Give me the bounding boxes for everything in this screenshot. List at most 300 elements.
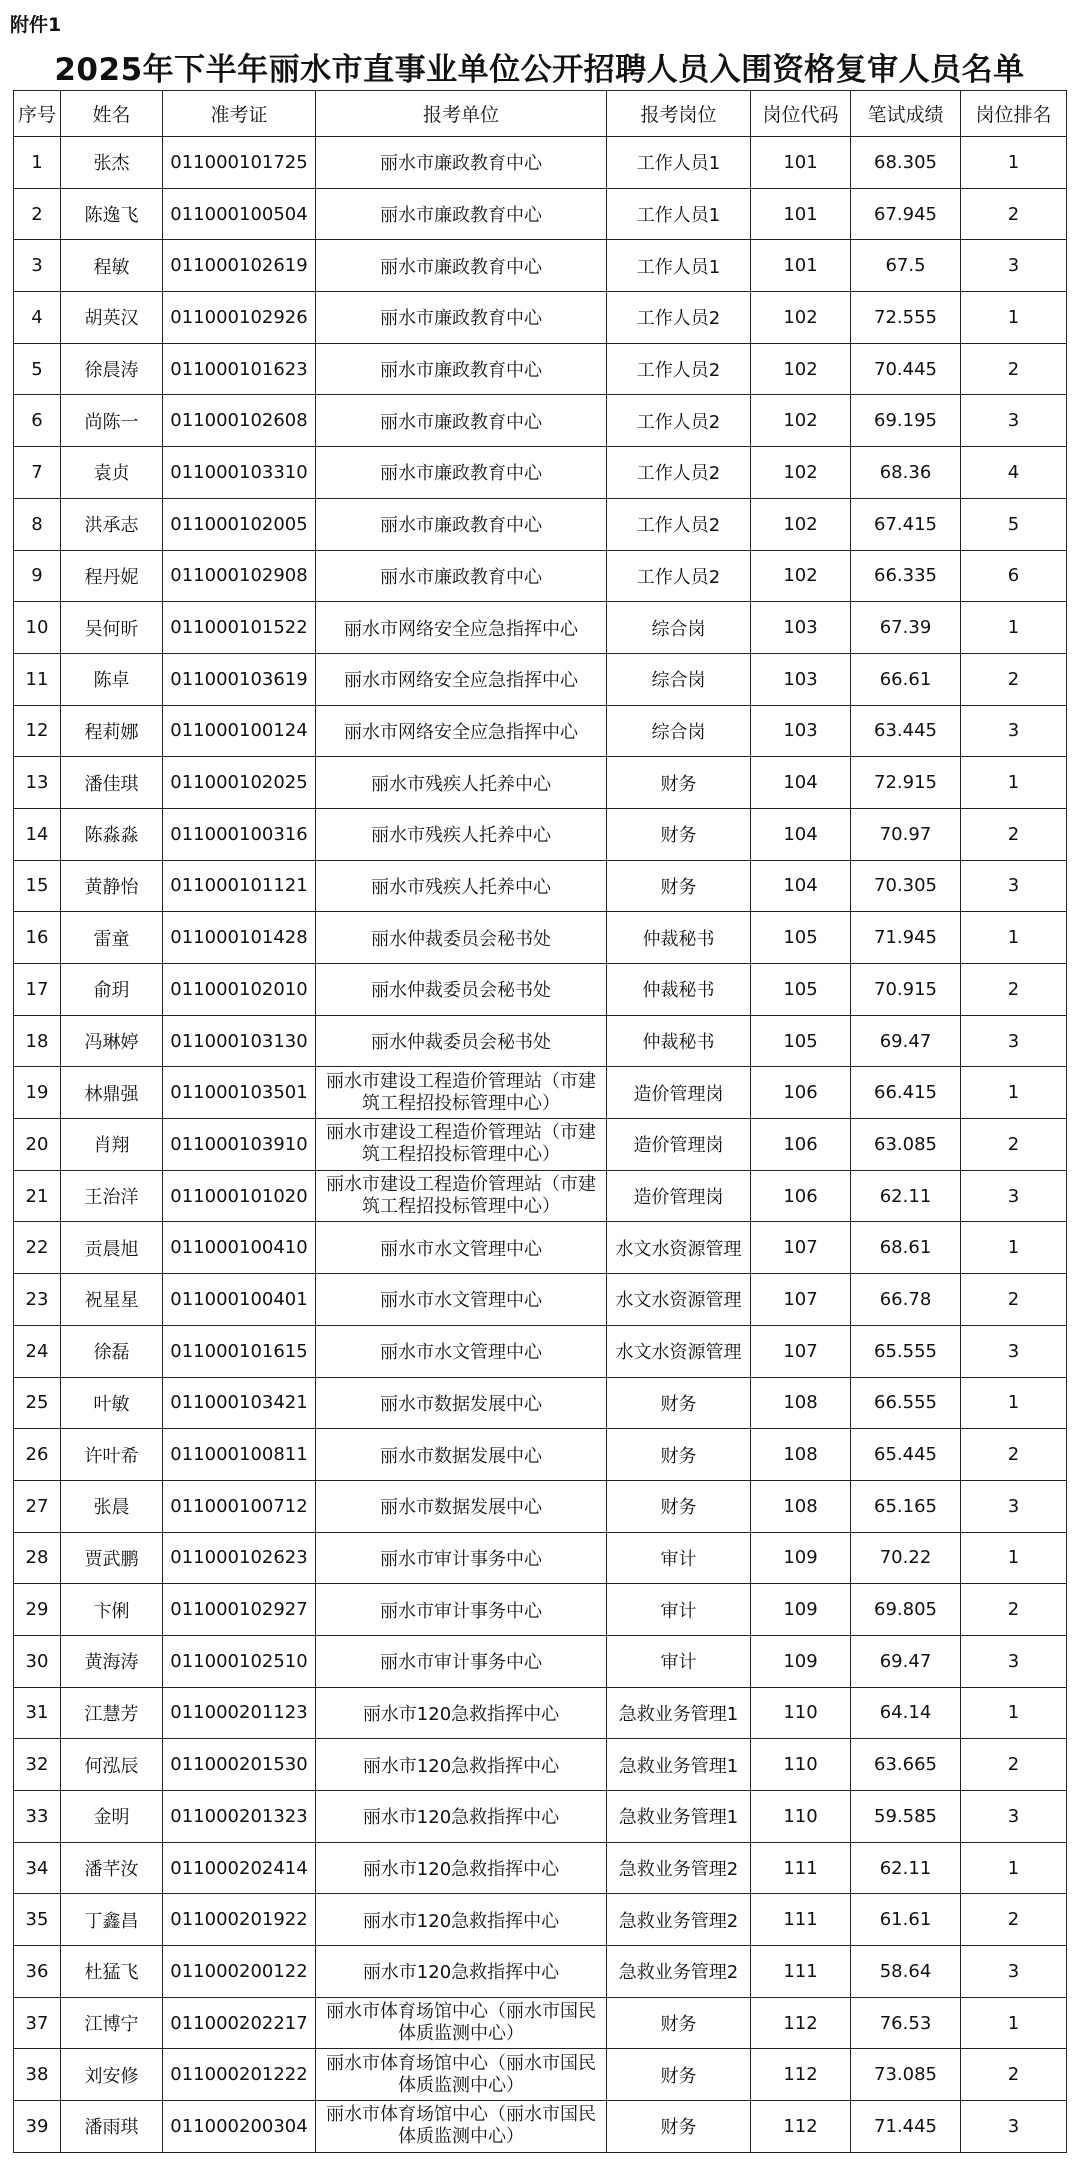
cell-name: 尚陈一 [61, 395, 163, 447]
cell-name: 潘雨琪 [61, 2101, 163, 2153]
cell-index: 20 [14, 1119, 61, 1171]
cell-name: 徐磊 [61, 1325, 163, 1377]
cell-score: 69.195 [851, 395, 961, 447]
cell-name: 胡英汉 [61, 292, 163, 344]
cell-position: 财务 [607, 757, 751, 809]
cell-rank: 1 [961, 1687, 1067, 1739]
cell-score: 63.085 [851, 1119, 961, 1171]
cell-position-code: 104 [751, 757, 851, 809]
cell-rank: 2 [961, 1429, 1067, 1481]
cell-exam-id: 011000100712 [163, 1480, 316, 1532]
table-row [14, 1739, 1067, 1791]
cell-position: 工作人员1 [607, 240, 751, 292]
cell-exam-id: 011000101623 [163, 343, 316, 395]
table-row [14, 447, 1067, 499]
cell-rank: 3 [961, 1170, 1067, 1222]
cell-position-code: 112 [751, 2049, 851, 2101]
cell-position: 造价管理岗 [607, 1170, 751, 1222]
cell-index: 39 [14, 2101, 61, 2153]
cell-name: 王治洋 [61, 1170, 163, 1222]
cell-index: 6 [14, 395, 61, 447]
cell-score: 69.47 [851, 1635, 961, 1687]
table-row [14, 1894, 1067, 1946]
cell-position-code: 107 [751, 1325, 851, 1377]
cell-name: 张杰 [61, 137, 163, 189]
cell-exam-id: 011000101615 [163, 1325, 316, 1377]
cell-position: 工作人员2 [607, 447, 751, 499]
cell-index: 31 [14, 1687, 61, 1739]
cell-rank: 1 [961, 602, 1067, 654]
cell-position: 工作人员2 [607, 343, 751, 395]
cell-name: 丁鑫昌 [61, 1894, 163, 1946]
table-row [14, 498, 1067, 550]
table-row [14, 1119, 1067, 1171]
cell-position: 财务 [607, 2101, 751, 2153]
cell-position: 工作人员1 [607, 137, 751, 189]
page-title: 2025年下半年丽水市直事业单位公开招聘人员入围资格复审人员名单 [54, 52, 1025, 88]
cell-score: 61.61 [851, 1894, 961, 1946]
cell-position-code: 106 [751, 1170, 851, 1222]
cell-position-code: 102 [751, 550, 851, 602]
cell-index: 26 [14, 1429, 61, 1481]
cell-exam-id: 011000102927 [163, 1584, 316, 1636]
cell-index: 5 [14, 343, 61, 395]
cell-score: 71.945 [851, 912, 961, 964]
cell-name: 许叶希 [61, 1429, 163, 1481]
cell-exam-id: 011000103619 [163, 653, 316, 705]
table-row [14, 1532, 1067, 1584]
cell-rank: 2 [961, 964, 1067, 1016]
cell-name: 江慧芳 [61, 1687, 163, 1739]
cell-index: 30 [14, 1635, 61, 1687]
cell-position: 财务 [607, 1377, 751, 1429]
cell-position: 水文水资源管理 [607, 1222, 751, 1274]
cell-position-code: 104 [751, 860, 851, 912]
cell-index: 21 [14, 1170, 61, 1222]
cell-position-code: 105 [751, 964, 851, 1016]
cell-index: 14 [14, 808, 61, 860]
cell-position-code: 110 [751, 1739, 851, 1791]
cell-exam-id: 011000103130 [163, 1015, 316, 1067]
cell-score: 65.445 [851, 1429, 961, 1481]
cell-rank: 1 [961, 757, 1067, 809]
cell-score: 63.665 [851, 1739, 961, 1791]
cell-exam-id: 011000200122 [163, 1946, 316, 1998]
cell-name: 洪承志 [61, 498, 163, 550]
cell-rank: 3 [961, 860, 1067, 912]
cell-position: 造价管理岗 [607, 1119, 751, 1171]
table-row [14, 1480, 1067, 1532]
cell-position: 急救业务管理2 [607, 1894, 751, 1946]
cell-exam-id: 011000201123 [163, 1687, 316, 1739]
cell-exam-id: 011000101522 [163, 602, 316, 654]
cell-index: 16 [14, 912, 61, 964]
cell-index: 29 [14, 1584, 61, 1636]
cell-unit: 丽水市网络安全应急指挥中心 [316, 602, 607, 654]
cell-index: 9 [14, 550, 61, 602]
cell-score: 68.61 [851, 1222, 961, 1274]
cell-score: 68.305 [851, 137, 961, 189]
cell-unit: 丽水市残疾人托养中心 [316, 808, 607, 860]
cell-index: 37 [14, 1997, 61, 2049]
cell-unit: 丽水市数据发展中心 [316, 1377, 607, 1429]
cell-position: 审计 [607, 1584, 751, 1636]
cell-exam-id: 011000102623 [163, 1532, 316, 1584]
cell-unit: 丽水市廉政教育中心 [316, 395, 607, 447]
cell-unit: 丽水市体育场馆中心（丽水市国民体质监测中心） [316, 2049, 607, 2101]
table-row [14, 1170, 1067, 1222]
cell-score: 62.11 [851, 1842, 961, 1894]
cell-index: 33 [14, 1791, 61, 1843]
cell-unit: 丽水市水文管理中心 [316, 1274, 607, 1326]
cell-position: 综合岗 [607, 705, 751, 757]
cell-name: 雷童 [61, 912, 163, 964]
cell-position-code: 103 [751, 653, 851, 705]
cell-rank: 2 [961, 343, 1067, 395]
cell-score: 63.445 [851, 705, 961, 757]
cell-name: 黄海涛 [61, 1635, 163, 1687]
cell-position-code: 111 [751, 1894, 851, 1946]
cell-name: 俞玥 [61, 964, 163, 1016]
cell-exam-id: 011000100504 [163, 188, 316, 240]
cell-position: 仲裁秘书 [607, 1015, 751, 1067]
cell-unit: 丽水市120急救指挥中心 [316, 1687, 607, 1739]
cell-score: 64.14 [851, 1687, 961, 1739]
cell-exam-id: 011000103310 [163, 447, 316, 499]
cell-rank: 1 [961, 1997, 1067, 2049]
cell-score: 58.64 [851, 1946, 961, 1998]
cell-score: 66.415 [851, 1067, 961, 1119]
cell-rank: 1 [961, 1067, 1067, 1119]
cell-name: 张晨 [61, 1480, 163, 1532]
cell-index: 36 [14, 1946, 61, 1998]
cell-position: 仲裁秘书 [607, 964, 751, 1016]
col-header-exam-id: 准考证 [163, 91, 316, 137]
cell-name: 刘安修 [61, 2049, 163, 2101]
cell-rank: 2 [961, 1119, 1067, 1171]
cell-exam-id: 011000102005 [163, 498, 316, 550]
cell-rank: 1 [961, 1222, 1067, 1274]
cell-exam-id: 011000103501 [163, 1067, 316, 1119]
cell-score: 70.22 [851, 1532, 961, 1584]
cell-position: 急救业务管理1 [607, 1687, 751, 1739]
cell-position-code: 106 [751, 1067, 851, 1119]
cell-exam-id: 011000102025 [163, 757, 316, 809]
cell-position: 仲裁秘书 [607, 912, 751, 964]
cell-name: 金明 [61, 1791, 163, 1843]
cell-rank: 1 [961, 137, 1067, 189]
cell-position: 审计 [607, 1532, 751, 1584]
table-row [14, 188, 1067, 240]
cell-unit: 丽水市廉政教育中心 [316, 240, 607, 292]
cell-index: 32 [14, 1739, 61, 1791]
cell-position-code: 108 [751, 1377, 851, 1429]
cell-rank: 6 [961, 550, 1067, 602]
cell-position-code: 102 [751, 343, 851, 395]
cell-index: 22 [14, 1222, 61, 1274]
cell-position: 财务 [607, 1429, 751, 1481]
cell-position: 工作人员1 [607, 188, 751, 240]
cell-score: 68.36 [851, 447, 961, 499]
cell-position-code: 102 [751, 498, 851, 550]
cell-rank: 3 [961, 1946, 1067, 1998]
cell-name: 贡晨旭 [61, 1222, 163, 1274]
table-row [14, 860, 1067, 912]
cell-position-code: 112 [751, 2101, 851, 2153]
cell-score: 73.085 [851, 2049, 961, 2101]
table-row [14, 1687, 1067, 1739]
cell-rank: 3 [961, 1480, 1067, 1532]
cell-name: 徐晨涛 [61, 343, 163, 395]
col-header-score: 笔试成绩 [851, 91, 961, 137]
cell-score: 67.39 [851, 602, 961, 654]
cell-index: 17 [14, 964, 61, 1016]
cell-index: 7 [14, 447, 61, 499]
cell-exam-id: 011000201222 [163, 2049, 316, 2101]
col-header-name: 姓名 [61, 91, 163, 137]
cell-score: 66.555 [851, 1377, 961, 1429]
cell-position: 综合岗 [607, 653, 751, 705]
table-row [14, 1429, 1067, 1481]
cell-name: 江博宁 [61, 1997, 163, 2049]
cell-position-code: 105 [751, 1015, 851, 1067]
table-row [14, 2101, 1067, 2153]
table-row [14, 1635, 1067, 1687]
cell-name: 黄静怡 [61, 860, 163, 912]
table-row [14, 757, 1067, 809]
cell-exam-id: 011000201530 [163, 1739, 316, 1791]
cell-position-code: 103 [751, 705, 851, 757]
table-row [14, 1946, 1067, 1998]
cell-score: 71.445 [851, 2101, 961, 2153]
table-header-row [14, 91, 1067, 137]
cell-exam-id: 011000201323 [163, 1791, 316, 1843]
cell-exam-id: 011000201922 [163, 1894, 316, 1946]
cell-index: 34 [14, 1842, 61, 1894]
cell-unit: 丽水市120急救指挥中心 [316, 1894, 607, 1946]
cell-position-code: 105 [751, 912, 851, 964]
cell-rank: 4 [961, 447, 1067, 499]
cell-position-code: 108 [751, 1480, 851, 1532]
cell-name: 贾武鹏 [61, 1532, 163, 1584]
cell-position: 综合岗 [607, 602, 751, 654]
cell-index: 38 [14, 2049, 61, 2101]
cell-unit: 丽水市水文管理中心 [316, 1222, 607, 1274]
cell-name: 陈卓 [61, 653, 163, 705]
cell-score: 62.11 [851, 1170, 961, 1222]
cell-index: 2 [14, 188, 61, 240]
cell-score: 67.5 [851, 240, 961, 292]
cell-index: 28 [14, 1532, 61, 1584]
cell-index: 25 [14, 1377, 61, 1429]
cell-name: 吴何昕 [61, 602, 163, 654]
cell-position: 急救业务管理1 [607, 1739, 751, 1791]
table-row [14, 343, 1067, 395]
table-row [14, 2049, 1067, 2101]
cell-position-code: 112 [751, 1997, 851, 2049]
cell-exam-id: 011000102908 [163, 550, 316, 602]
cell-index: 4 [14, 292, 61, 344]
cell-position: 财务 [607, 808, 751, 860]
cell-name: 冯琳婷 [61, 1015, 163, 1067]
cell-position: 工作人员2 [607, 292, 751, 344]
cell-unit: 丽水市廉政教育中心 [316, 447, 607, 499]
cell-exam-id: 011000101020 [163, 1170, 316, 1222]
cell-unit: 丽水市廉政教育中心 [316, 550, 607, 602]
cell-position-code: 109 [751, 1635, 851, 1687]
cell-exam-id: 011000103910 [163, 1119, 316, 1171]
cell-unit: 丽水市廉政教育中心 [316, 343, 607, 395]
cell-position: 工作人员2 [607, 498, 751, 550]
cell-rank: 3 [961, 240, 1067, 292]
cell-index: 15 [14, 860, 61, 912]
cell-position: 急救业务管理2 [607, 1842, 751, 1894]
cell-rank: 1 [961, 1842, 1067, 1894]
cell-position-code: 102 [751, 447, 851, 499]
cell-score: 66.61 [851, 653, 961, 705]
cell-unit: 丽水市廉政教育中心 [316, 188, 607, 240]
cell-unit: 丽水市120急救指挥中心 [316, 1842, 607, 1894]
cell-score: 66.78 [851, 1274, 961, 1326]
cell-rank: 3 [961, 395, 1067, 447]
cell-unit: 丽水市建设工程造价管理站（市建筑工程招投标管理中心） [316, 1067, 607, 1119]
cell-index: 27 [14, 1480, 61, 1532]
cell-unit: 丽水市残疾人托养中心 [316, 757, 607, 809]
cell-unit: 丽水市残疾人托养中心 [316, 860, 607, 912]
cell-exam-id: 011000202414 [163, 1842, 316, 1894]
cell-exam-id: 011000202217 [163, 1997, 316, 2049]
cell-score: 65.165 [851, 1480, 961, 1532]
cell-score: 70.915 [851, 964, 961, 1016]
cell-score: 67.415 [851, 498, 961, 550]
table-row [14, 137, 1067, 189]
cell-index: 23 [14, 1274, 61, 1326]
cell-rank: 3 [961, 2101, 1067, 2153]
cell-score: 69.47 [851, 1015, 961, 1067]
cell-rank: 3 [961, 1791, 1067, 1843]
cell-position: 水文水资源管理 [607, 1325, 751, 1377]
cell-unit: 丽水市廉政教育中心 [316, 292, 607, 344]
cell-unit: 丽水市网络安全应急指挥中心 [316, 705, 607, 757]
cell-position-code: 101 [751, 240, 851, 292]
cell-index: 18 [14, 1015, 61, 1067]
cell-position-code: 109 [751, 1584, 851, 1636]
cell-rank: 1 [961, 1532, 1067, 1584]
cell-rank: 3 [961, 1635, 1067, 1687]
cell-index: 35 [14, 1894, 61, 1946]
cell-exam-id: 011000102510 [163, 1635, 316, 1687]
cell-score: 69.805 [851, 1584, 961, 1636]
cell-rank: 5 [961, 498, 1067, 550]
cell-unit: 丽水市数据发展中心 [316, 1429, 607, 1481]
cell-name: 潘佳琪 [61, 757, 163, 809]
cell-position: 财务 [607, 1997, 751, 2049]
cell-score: 70.445 [851, 343, 961, 395]
cell-index: 24 [14, 1325, 61, 1377]
cell-index: 10 [14, 602, 61, 654]
cell-position-code: 111 [751, 1946, 851, 1998]
cell-position: 财务 [607, 860, 751, 912]
cell-exam-id: 011000102608 [163, 395, 316, 447]
cell-score: 72.915 [851, 757, 961, 809]
cell-score: 70.305 [851, 860, 961, 912]
cell-index: 12 [14, 705, 61, 757]
cell-exam-id: 011000100124 [163, 705, 316, 757]
cell-position-code: 111 [751, 1842, 851, 1894]
cell-name: 杜猛飞 [61, 1946, 163, 1998]
cell-name: 陈逸飞 [61, 188, 163, 240]
cell-position-code: 102 [751, 395, 851, 447]
cell-name: 潘芊汝 [61, 1842, 163, 1894]
cell-position: 水文水资源管理 [607, 1274, 751, 1326]
cell-rank: 2 [961, 1584, 1067, 1636]
cell-rank: 3 [961, 705, 1067, 757]
col-header-index: 序号 [14, 91, 61, 137]
table-row [14, 964, 1067, 1016]
cell-score: 70.97 [851, 808, 961, 860]
cell-position: 财务 [607, 1480, 751, 1532]
cell-exam-id: 011000100401 [163, 1274, 316, 1326]
table-row [14, 1997, 1067, 2049]
cell-score: 59.585 [851, 1791, 961, 1843]
table-row [14, 1274, 1067, 1326]
cell-position-code: 109 [751, 1532, 851, 1584]
cell-unit: 丽水市审计事务中心 [316, 1532, 607, 1584]
cell-name: 程敏 [61, 240, 163, 292]
cell-name: 袁贞 [61, 447, 163, 499]
cell-exam-id: 011000101121 [163, 860, 316, 912]
cell-rank: 1 [961, 912, 1067, 964]
cell-exam-id: 011000100316 [163, 808, 316, 860]
cell-unit: 丽水市120急救指挥中心 [316, 1946, 607, 1998]
cell-unit: 丽水仲裁委员会秘书处 [316, 912, 607, 964]
cell-position: 工作人员2 [607, 550, 751, 602]
cell-unit: 丽水市体育场馆中心（丽水市国民体质监测中心） [316, 1997, 607, 2049]
cell-rank: 2 [961, 653, 1067, 705]
cell-unit: 丽水仲裁委员会秘书处 [316, 964, 607, 1016]
cell-index: 1 [14, 137, 61, 189]
cell-name: 祝星星 [61, 1274, 163, 1326]
cell-exam-id: 011000102619 [163, 240, 316, 292]
cell-position-code: 104 [751, 808, 851, 860]
cell-index: 3 [14, 240, 61, 292]
table-row [14, 395, 1067, 447]
col-header-rank: 岗位排名 [961, 91, 1067, 137]
table-row [14, 1842, 1067, 1894]
cell-position-code: 106 [751, 1119, 851, 1171]
cell-position: 急救业务管理1 [607, 1791, 751, 1843]
cell-name: 何泓辰 [61, 1739, 163, 1791]
cell-position-code: 110 [751, 1687, 851, 1739]
cell-exam-id: 011000200304 [163, 2101, 316, 2153]
cell-unit: 丽水市120急救指挥中心 [316, 1739, 607, 1791]
cell-position: 急救业务管理2 [607, 1946, 751, 1998]
cell-rank: 2 [961, 1894, 1067, 1946]
cell-index: 11 [14, 653, 61, 705]
table-row [14, 1791, 1067, 1843]
cell-rank: 2 [961, 808, 1067, 860]
cell-score: 72.555 [851, 292, 961, 344]
cell-position-code: 107 [751, 1274, 851, 1326]
cell-unit: 丽水市审计事务中心 [316, 1584, 607, 1636]
cell-rank: 2 [961, 188, 1067, 240]
cell-rank: 1 [961, 292, 1067, 344]
cell-index: 13 [14, 757, 61, 809]
cell-position-code: 101 [751, 137, 851, 189]
cell-position-code: 103 [751, 602, 851, 654]
cell-index: 19 [14, 1067, 61, 1119]
cell-unit: 丽水市120急救指挥中心 [316, 1791, 607, 1843]
